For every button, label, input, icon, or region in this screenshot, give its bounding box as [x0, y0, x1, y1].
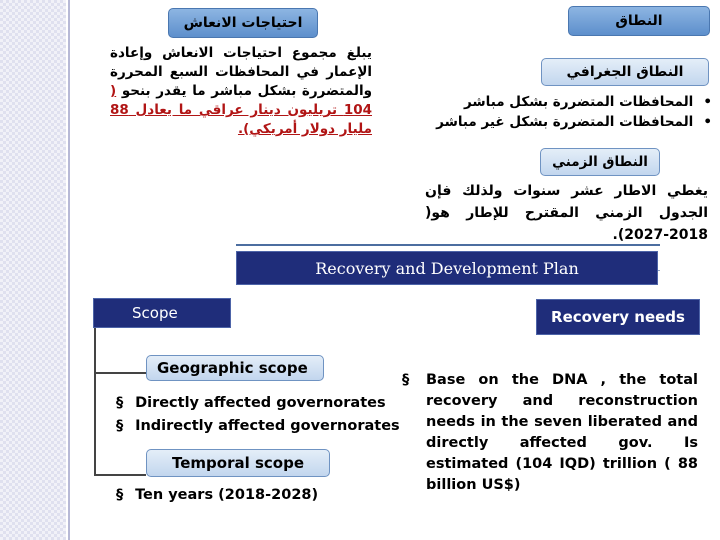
list-item: • المحافظات المتضررة بشكل مباشر [464, 94, 712, 110]
bullet-icon: • [703, 94, 712, 110]
geo-heading-ar-text: النطاق الجغرافي [566, 64, 684, 80]
list-item: § Indirectly affected governorates [116, 415, 400, 438]
geo-heading-ar [541, 58, 709, 86]
connector-line [94, 328, 96, 476]
connector-line [94, 372, 146, 374]
bullet-icon: • [703, 114, 712, 130]
scope-heading-ar [568, 6, 710, 36]
plan-title-bar [236, 251, 658, 285]
needs-heading-ar [168, 8, 318, 38]
temporal-paragraph-ar: يغطي الاطار عشر سنوات ولذلك فإن الجدول الزمني المقترح للإطار هو( 2018-2027). [425, 183, 708, 243]
list-item: • المحافظات المتضررة بشكل غير مباشر [436, 114, 712, 130]
connector-line [94, 474, 146, 476]
geo-scope-label: Geographic scope [146, 355, 324, 381]
needs-paragraph-ar [110, 44, 372, 139]
scope-label-box [93, 298, 231, 328]
geo-list-en [116, 392, 400, 438]
temporal-heading-ar-text: النطاق الزمني [552, 154, 648, 170]
scope-heading-ar-text: النطاق [615, 13, 663, 29]
list-item: § Ten years (2018-2028) [116, 484, 318, 507]
geo-list-ar [420, 92, 712, 132]
scope-label: Scope [132, 304, 178, 322]
decorative-side-strip [0, 0, 66, 540]
needs-heading-ar-text: احتياجات الانعاش [183, 15, 303, 31]
needs-label: Recovery needs [551, 308, 685, 326]
bullet-icon: § [116, 418, 124, 434]
list-item: § Directly affected governorates [116, 392, 400, 415]
needs-paragraph-ar-amount: ( 104 تريليون دينار عراقي ما يعادل 88 مليار دولار أمريكي). [110, 83, 372, 137]
bullet-icon: § [116, 487, 124, 503]
bullet-icon: § [402, 372, 410, 388]
plan-title: Recovery and Development Plan [315, 258, 579, 278]
needs-paragraph-ar-text: يبلغ مجموع احتياجات الانعاش وإعادة الإعمار في المحافظات السبع المحررة والمتضررة بشكل مباشر ما يقدر بنحو [110, 45, 373, 99]
temporal-list-en [116, 484, 318, 507]
separator-line [236, 244, 660, 246]
needs-text-en [402, 370, 702, 496]
strip-divider-line [68, 0, 70, 540]
needs-label-box [536, 299, 700, 335]
bullet-icon: § [116, 395, 124, 411]
list-item: § Base on the DNA , the total recovery and reconstruction needs in the seven liberated and directly affected gov. Is estimated (104 IQD) trillion ( 88 billion US$) [402, 370, 702, 496]
temporal-heading-ar [540, 148, 660, 176]
temporal-scope-label: Temporal scope [146, 449, 330, 477]
